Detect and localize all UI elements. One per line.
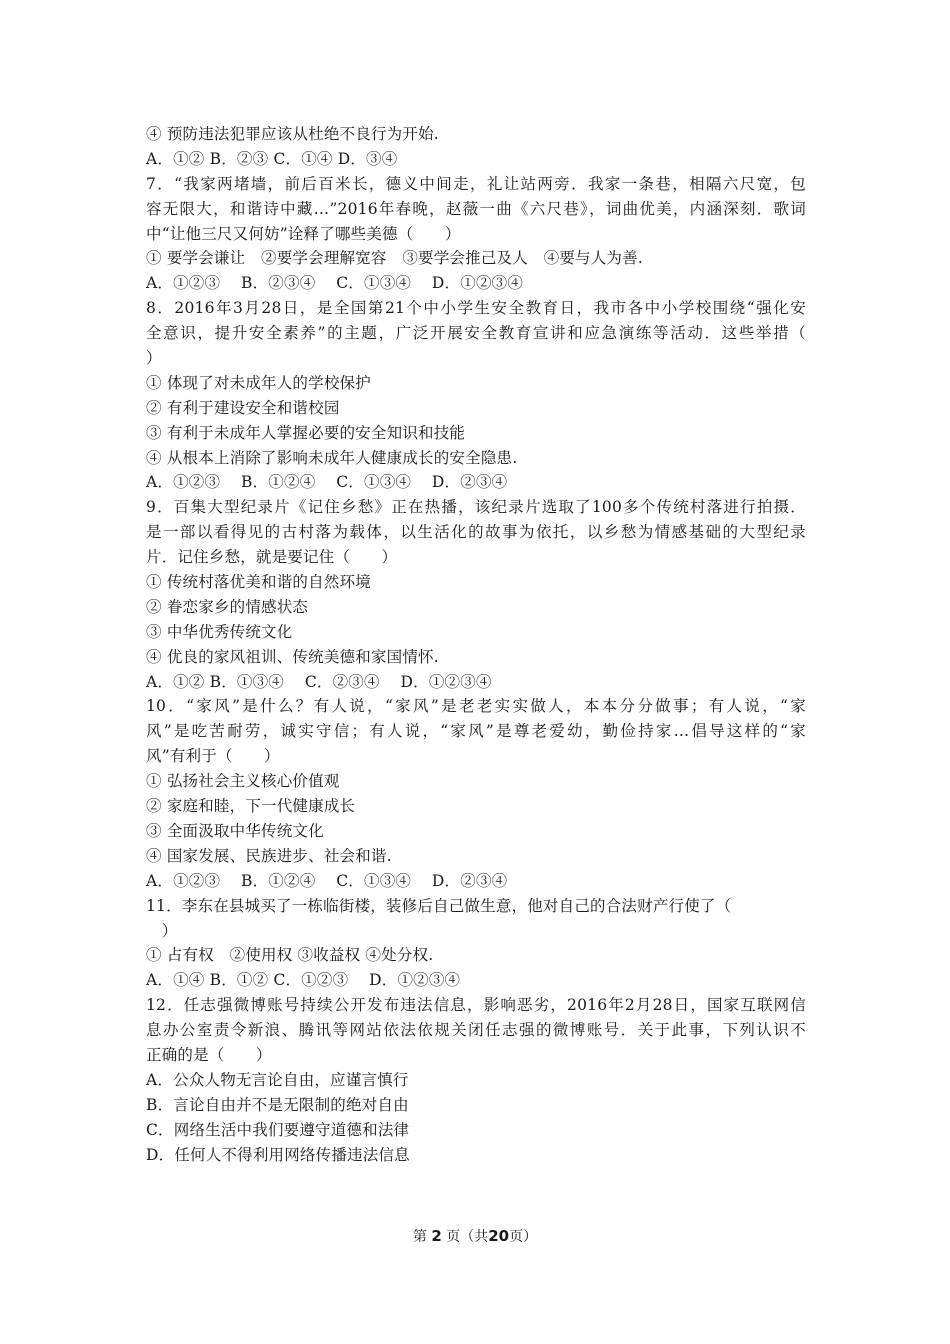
text-line: 正确的是（ ） xyxy=(146,1045,272,1064)
text-line: C．网络生活中我们要遵守道德和法律 xyxy=(146,1120,410,1139)
text-line: ② 家庭和睦，下一代健康成长 xyxy=(146,797,356,816)
text-line: ③ 有利于未成年人掌握必要的安全知识和技能 xyxy=(146,423,466,442)
text-line: 11．李东在县城买了一栋临街楼，装修后自己做生意，他对自己的合法财产行使了（ xyxy=(146,896,732,915)
text-line: ③ 中华优秀传统文化 xyxy=(146,622,293,641)
text-line: ① 体现了对未成年人的学校保护 xyxy=(146,373,371,392)
text-line: 8．2016年3月28日，是全国第21个中小学生安全教育日，我市各中小学校围绕“强化安 xyxy=(146,299,806,318)
text-line: ③ 全面汲取中华传统文化 xyxy=(146,821,324,840)
text-line: ④ 预防违法犯罪应该从杜绝不良行为开始. xyxy=(146,125,439,143)
text-line: 是一部以看得见的古村落为载体，以生活化的故事为依托，以乡愁为情感基础的大型纪录 xyxy=(146,523,806,542)
text-line: 7．“我家两堵墙，前后百米长，德义中间走，礼让站两旁．我家一条巷，相隔六尺宽，包 xyxy=(146,174,806,193)
text-line: B．言论自由并不是无限制的绝对自由 xyxy=(146,1095,409,1114)
footer-page-number: 2 xyxy=(431,1227,442,1245)
text-line: 片．记住乡愁，就是要记住（ ） xyxy=(146,548,398,567)
footer-middle: 页（共 xyxy=(446,1229,489,1245)
text-line: ④ 从根本上消除了影响未成年人健康成长的安全隐患. xyxy=(146,448,518,467)
text-line: ① 弘扬社会主义核心价值观 xyxy=(146,772,340,791)
text-line: A．①②③ B．①②④ C．①③④ D．②③④ xyxy=(146,871,508,890)
text-line: ① 要学会谦让 ②要学会理解宽容 ③要学会推己及人 ④要与人为善. xyxy=(146,249,643,268)
text-line: ① 占有权 ②使用权 ③收益权 ④处分权. xyxy=(146,946,434,965)
text-line: D．任何人不得利用网络传播违法信息 xyxy=(146,1145,410,1164)
text-line: ） xyxy=(146,921,178,940)
footer-total-pages: 20 xyxy=(488,1227,510,1245)
text-line: ② 有利于建设安全和谐校园 xyxy=(146,398,340,417)
text-line: 息办公室责令新浪、腾讯等网站依法依规关闭任志强的微博账号．关于此事，下列认识不 xyxy=(146,1021,806,1040)
footer-suffix: 页） xyxy=(509,1229,538,1245)
text-line: 12．任志强微博账号持续公开发布违法信息，影响恶劣，2016年2月28日，国家互联网信 xyxy=(146,996,806,1015)
text-line: 风”是吃苦耐劳，诚实守信；有人说，“家风”是尊老爱幼，勤俭持家…倡导这样的“家 xyxy=(146,722,806,741)
text-line: 容无限大，和谐诗中藏…”2016年春晚，赵薇一曲《六尺巷》，词曲优美，内涵深刻．歌词 xyxy=(146,199,806,218)
text-line: A．①④ B．①② C．①②③ D．①②③④ xyxy=(146,971,461,990)
page-footer xyxy=(0,1226,950,1247)
text-line: ④ 优良的家风祖训、传统美德和家国情怀. xyxy=(146,647,439,666)
text-line: A．①②③ B．②③④ C．①③④ D．①②③④ xyxy=(146,274,524,293)
text-line: ① 传统村落优美和谐的自然环境 xyxy=(146,573,371,592)
footer-prefix: 第 xyxy=(412,1229,427,1245)
text-line: 10．“家风”是什么？有人说，“家风”是老老实实做人，本本分分做事；有人说，“家 xyxy=(146,697,806,716)
text-line: A．①② B．②③ C．①④ D．③④ xyxy=(146,149,398,168)
text-line: ④ 国家发展、民族进步、社会和谐. xyxy=(146,846,392,865)
text-line: A．①②③ B．①②④ C．①③④ D．②③④ xyxy=(146,473,508,492)
text-line: ） xyxy=(146,349,162,368)
text-line: A．公众人物无言论自由，应谨言慎行 xyxy=(146,1070,409,1089)
text-line: A．①② B．①③④ C．②③④ D．①②③④ xyxy=(146,672,492,691)
text-line: 9．百集大型纪录片《记住乡愁》正在热播，该纪录片选取了100多个传统村落进行拍摄． xyxy=(146,498,806,517)
text-line: 风”有利于（ ） xyxy=(146,747,280,766)
text-line: ② 眷恋家乡的情感状态 xyxy=(146,597,309,616)
text-line: 全意识，提升安全素养”的主题，广泛开展安全教育宣讲和应急演练等活动．这些举措（ xyxy=(146,324,806,343)
text-line: 中“让他三尺又何妨”诠释了哪些美德（ ） xyxy=(146,224,461,243)
document-body xyxy=(146,122,806,1167)
